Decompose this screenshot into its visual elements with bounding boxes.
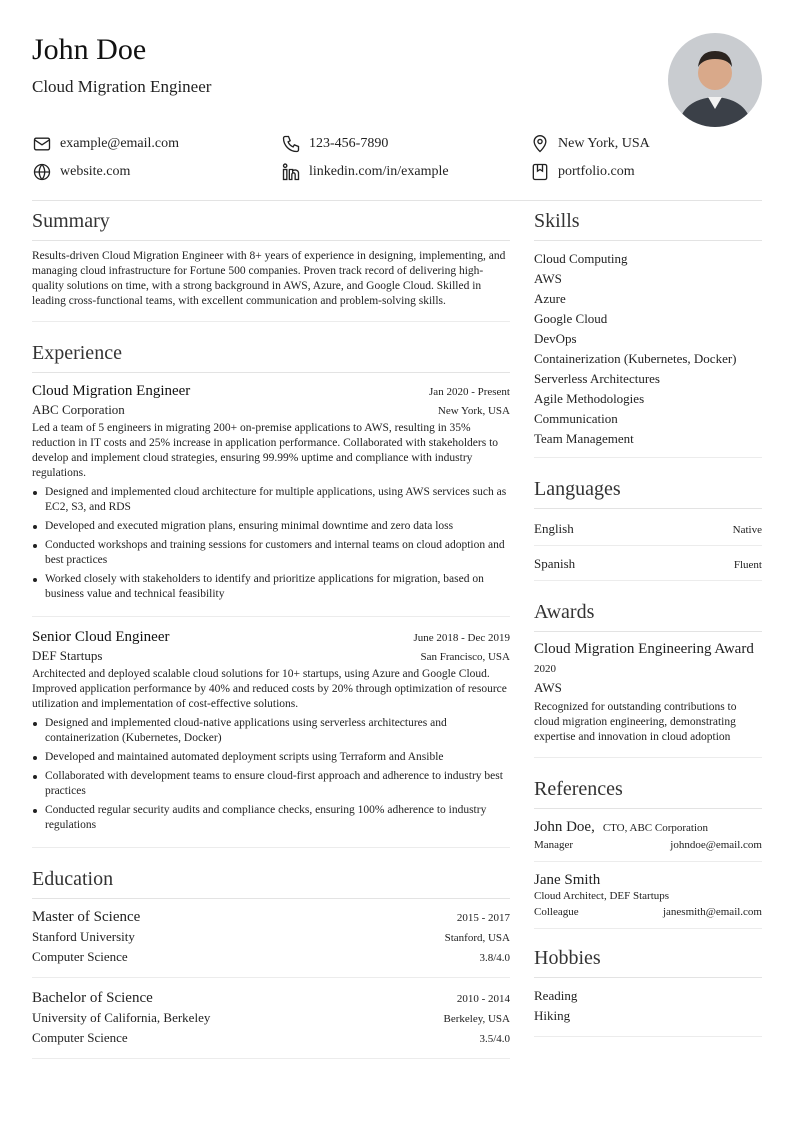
reference-entry <box>534 870 762 929</box>
award-date: 2020 <box>534 663 556 675</box>
job-company: DEF Startups <box>32 648 103 663</box>
language-level: Fluent <box>733 559 762 571</box>
email-text: example@email.com <box>60 136 180 151</box>
job-bullet: Worked closely with stakeholders to identify and prioritize applications for migration, based on business value and technical feasibility <box>32 572 510 602</box>
awards-section <box>534 591 762 758</box>
language-name: English <box>534 521 574 536</box>
summary-heading: Summary <box>32 200 510 241</box>
skill-item: Agile Methodologies <box>534 391 645 406</box>
summary-section <box>32 200 510 322</box>
job-bullets <box>32 716 510 833</box>
skill-item: DevOps <box>534 331 577 346</box>
reference-relation: Colleague <box>534 906 579 918</box>
job-bullet: Designed and implemented cloud architecture for multiple applications, using AWS services such as EC2, S3, and RDS <box>32 485 510 515</box>
edu-location: Berkeley, USA <box>443 1013 510 1025</box>
edu-field: Computer Science <box>32 1030 128 1045</box>
education-entry <box>32 988 510 1059</box>
main-column <box>32 200 510 1069</box>
experience-heading: Experience <box>32 332 510 373</box>
job-location: San Francisco, USA <box>420 651 510 663</box>
website-text: website.com <box>60 164 131 179</box>
side-column <box>534 200 762 1037</box>
skill-item: Communication <box>534 411 618 426</box>
education-heading: Education <box>32 858 510 899</box>
summary-text: Results-driven Cloud Migration Engineer with 8+ years of experience in designing, implementing, and managing cloud infrastructure for Fortune 500 companies. Proven track record of delivering high-quality solutions on time, with a strong background in AWS, Azure, and Google Cloud. Skilled in leading cross-functional teams, with excellent communication and problem-solving skills. <box>32 250 506 307</box>
job-title: Senior Cloud Engineer <box>32 629 170 645</box>
resume-header <box>32 30 762 130</box>
award-title: Cloud Migration Engineering Award <box>534 641 754 657</box>
portfolio-text: portfolio.com <box>558 164 635 179</box>
job-bullet: Developed and executed migration plans, ensuring minimal downtime and zero data loss <box>32 519 510 534</box>
edu-gpa: 3.5/4.0 <box>479 1033 510 1045</box>
skill-item: AWS <box>534 271 562 286</box>
mail-icon <box>32 134 52 154</box>
reference-position: CTO, ABC Corporation <box>602 822 709 834</box>
education-section <box>32 858 510 1059</box>
job-description: Architected and deployed scalable cloud solutions for 10+ startups, using Azure and Google Cloud. Improved application performance by 40% and reduced costs by 20% through optimization of resource utilization and implementation of cost-effective solutions. <box>32 668 507 710</box>
reference-relation: Manager <box>534 839 574 851</box>
job-entry <box>32 381 510 617</box>
skill-item: Serverless Architectures <box>534 371 660 386</box>
location-text: New York, USA <box>558 136 650 151</box>
skill-item: Cloud Computing <box>534 251 628 266</box>
candidate-title: Cloud Migration Engineer <box>32 77 212 96</box>
job-date: Jan 2020 - Present <box>429 386 510 398</box>
contact-email[interactable] <box>32 134 281 154</box>
contact-website[interactable] <box>32 162 281 182</box>
contact-phone[interactable] <box>281 134 530 154</box>
reference-entry <box>534 817 762 862</box>
skill-item: Team Management <box>534 431 634 446</box>
skills-heading: Skills <box>534 200 762 241</box>
edu-school: University of California, Berkeley <box>32 1010 211 1025</box>
job-title: Cloud Migration Engineer <box>32 383 191 399</box>
hobbies-section <box>534 937 762 1037</box>
edu-degree: Master of Science <box>32 909 141 925</box>
reference-position: Cloud Architect, DEF Startups <box>534 890 670 902</box>
phone-icon <box>281 134 301 154</box>
skills-list <box>534 249 762 457</box>
contact-location <box>530 134 762 154</box>
edu-field: Computer Science <box>32 949 128 964</box>
profile-photo <box>668 33 762 127</box>
language-item <box>534 517 762 546</box>
linkedin-icon <box>281 162 301 182</box>
edu-date: 2015 - 2017 <box>456 912 510 924</box>
hobby-item: Reading <box>534 988 578 1003</box>
job-company: ABC Corporation <box>32 402 125 417</box>
job-location: New York, USA <box>437 405 510 417</box>
awards-heading: Awards <box>534 591 762 632</box>
globe-icon <box>32 162 52 182</box>
language-item <box>534 552 762 581</box>
award-issuer: AWS <box>534 680 562 695</box>
edu-school: Stanford University <box>32 929 135 944</box>
contact-linkedin[interactable] <box>281 162 530 182</box>
hobbies-heading: Hobbies <box>534 937 762 978</box>
language-name: Spanish <box>534 556 576 571</box>
location-pin-icon <box>530 134 550 154</box>
edu-degree: Bachelor of Science <box>32 990 153 1006</box>
job-bullet: Developed and maintained automated deployment scripts using Terraform and Ansible <box>32 750 510 765</box>
experience-section <box>32 332 510 848</box>
hobby-item: Hiking <box>534 1008 571 1023</box>
references-heading: References <box>534 768 762 809</box>
job-bullet: Conducted regular security audits and compliance checks, ensuring 100% adherence to industry regulations <box>32 803 510 833</box>
languages-section <box>534 468 762 581</box>
languages-heading: Languages <box>534 468 762 509</box>
edu-gpa: 3.8/4.0 <box>479 952 510 964</box>
skill-item: Google Cloud <box>534 311 608 326</box>
skill-item: Containerization (Kubernetes, Docker) <box>534 351 737 366</box>
linkedin-text: linkedin.com/in/example <box>309 164 449 179</box>
job-bullet: Collaborated with development teams to ensure cloud-first approach and adherence to industry best practices <box>32 769 510 799</box>
job-entry <box>32 627 510 848</box>
edu-location: Stanford, USA <box>444 932 510 944</box>
edu-date: 2010 - 2014 <box>456 993 510 1005</box>
job-bullet: Conducted workshops and training sessions for customers and internal teams on cloud adoption and best practices <box>32 538 510 568</box>
reference-email[interactable]: janesmith@email.com <box>662 906 762 918</box>
phone-text: 123-456-7890 <box>309 136 389 151</box>
skill-item: Azure <box>534 291 566 306</box>
language-level: Native <box>732 524 762 536</box>
reference-name: John Doe, <box>534 819 595 835</box>
candidate-name: John Doe <box>32 33 147 66</box>
contact-info <box>32 134 762 182</box>
reference-name: Jane Smith <box>534 872 601 888</box>
job-bullets <box>32 485 510 602</box>
skills-section <box>534 200 762 458</box>
job-bullet: Designed and implemented cloud-native applications using serverless architectures and containerization (Kubernetes, Docker) <box>32 716 510 746</box>
award-description: Recognized for outstanding contributions to cloud migration engineering, demonstrating expertise and innovation in cloud adoption <box>534 701 737 743</box>
job-date: June 2018 - Dec 2019 <box>413 632 510 644</box>
references-section <box>534 768 762 929</box>
reference-email[interactable]: johndoe@email.com <box>670 839 762 851</box>
education-entry <box>32 907 510 978</box>
contact-portfolio[interactable] <box>530 162 762 182</box>
job-description: Led a team of 5 engineers in migrating 200+ on-premise applications to AWS, resulting in 35% reduction in IT costs and 25% increase in application performance. Collaborated with stakeholders to develop and implement cloud strategies, ensuring 99.99% uptime and compliance with industry regulations. <box>32 422 499 479</box>
portfolio-bookmark-icon <box>530 162 550 182</box>
